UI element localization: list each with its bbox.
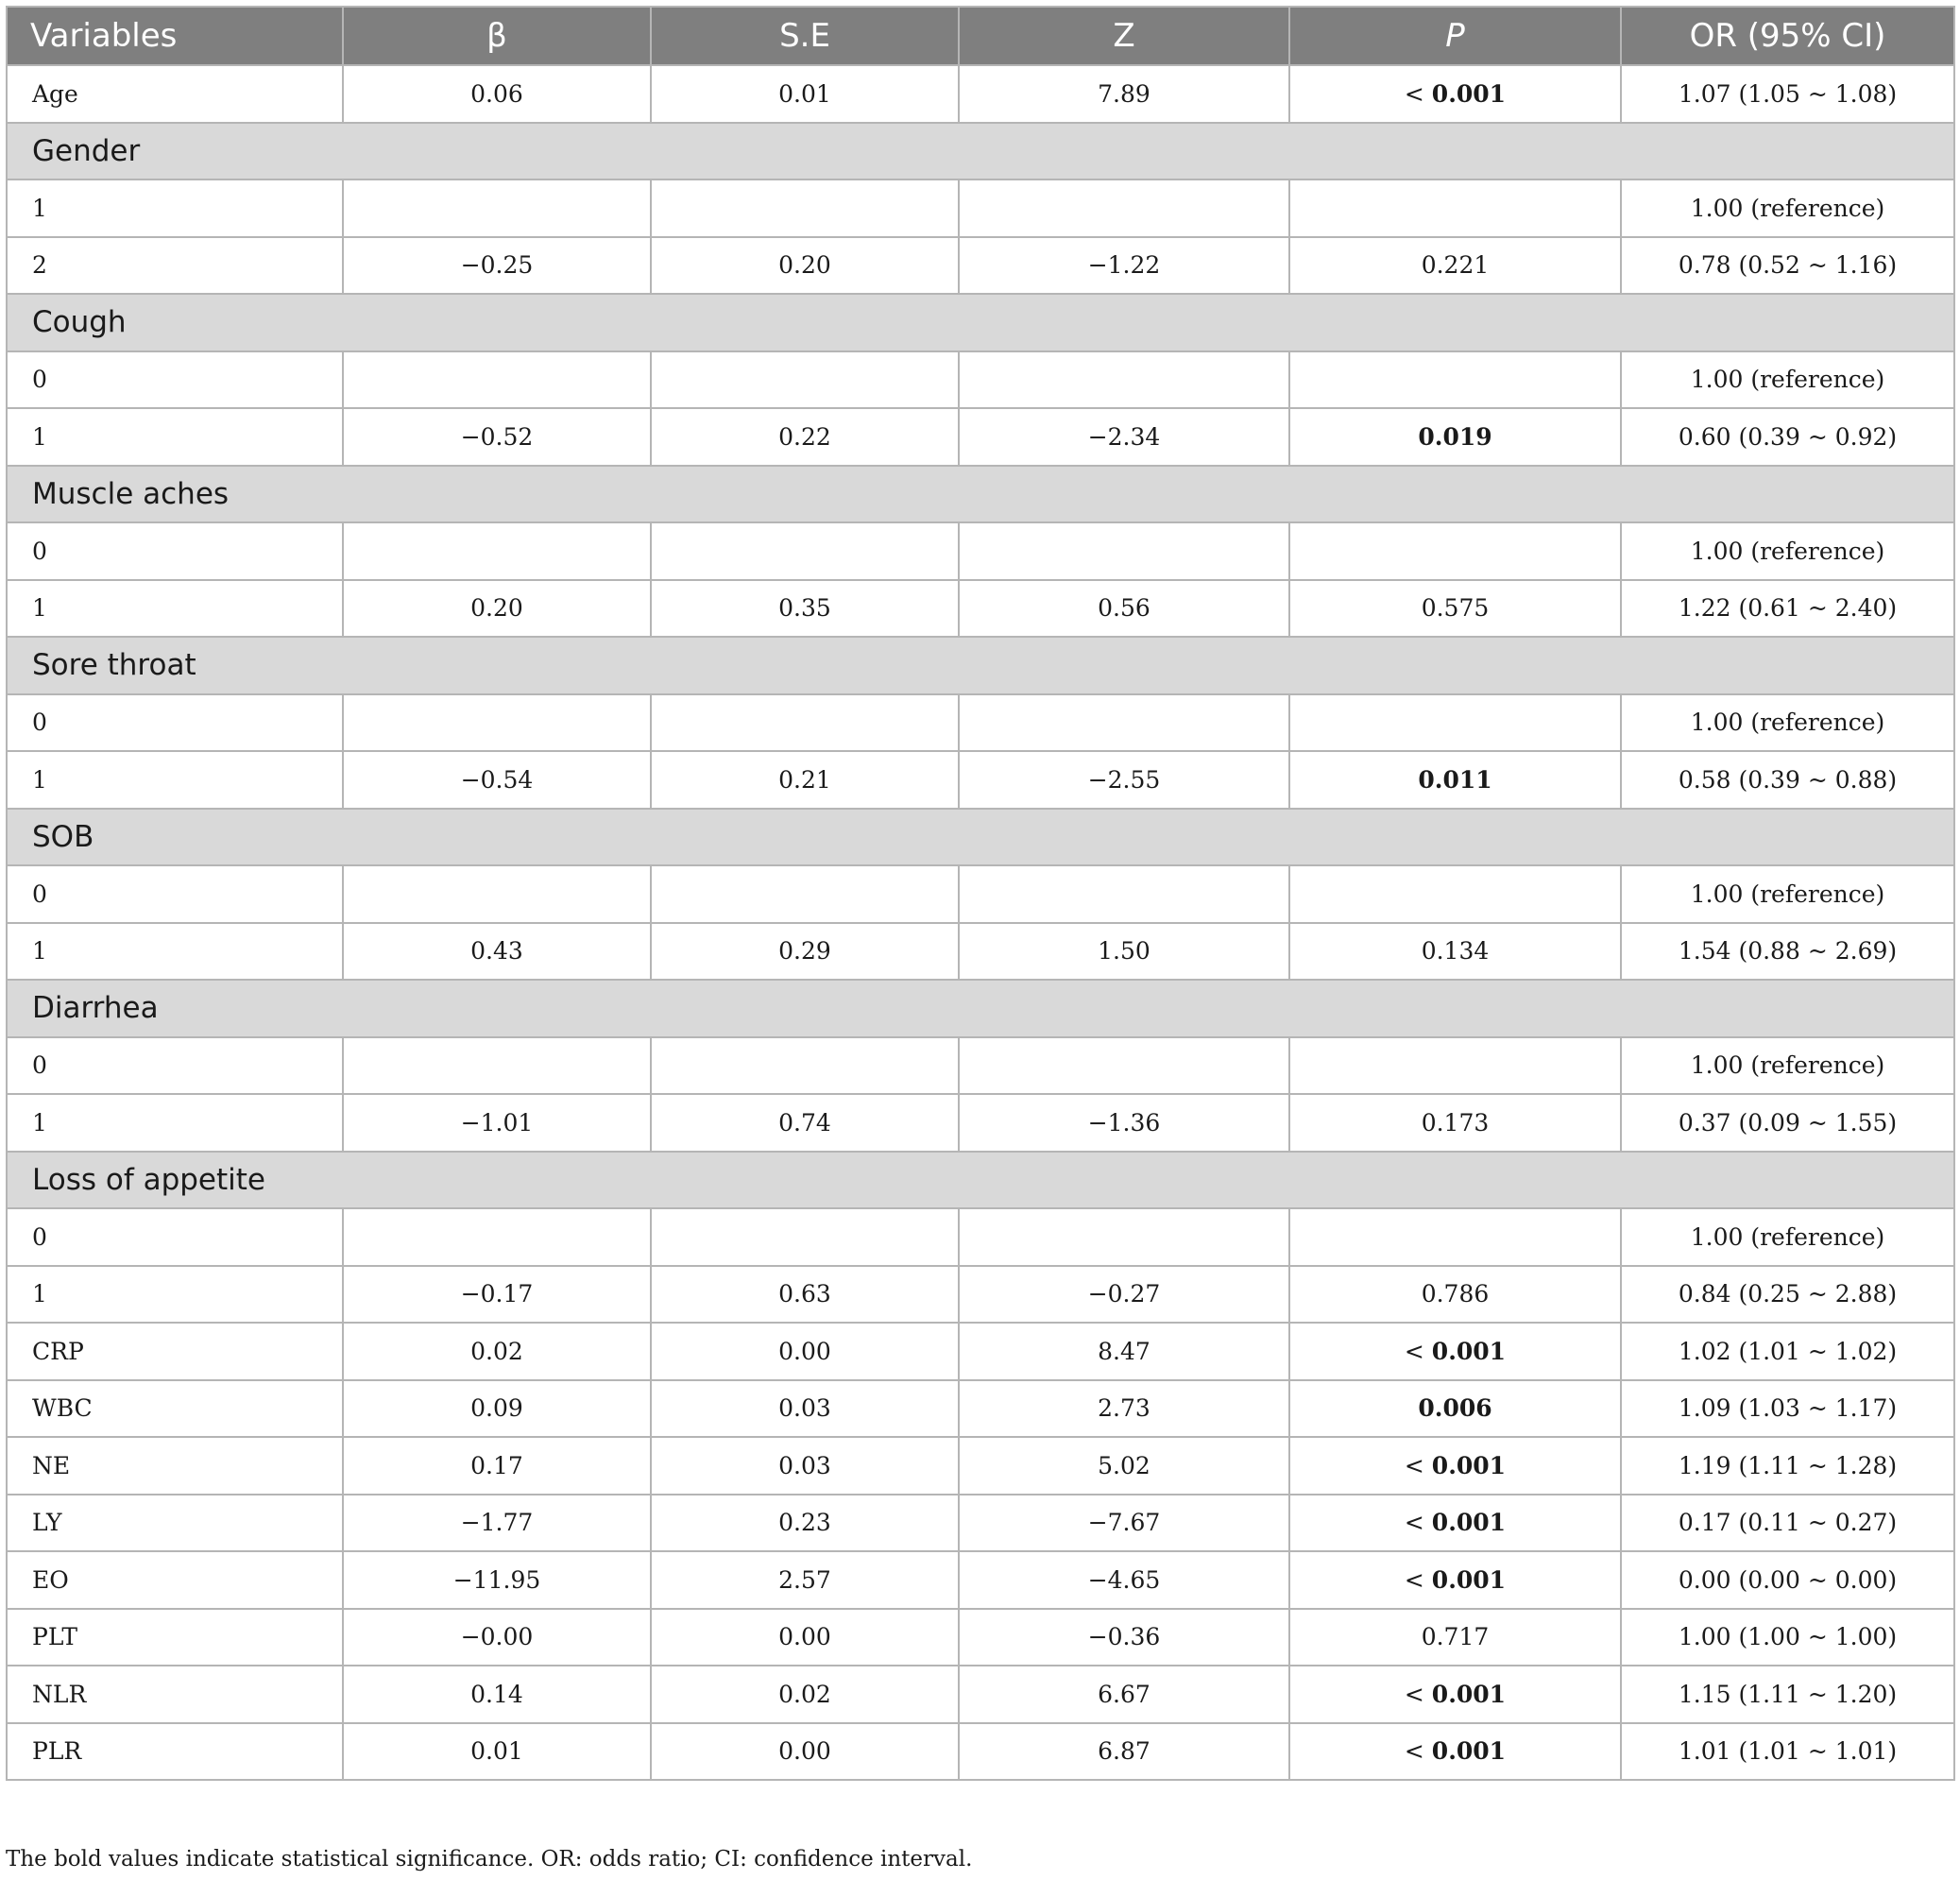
p-value: 0.001	[1431, 79, 1507, 108]
cell-se	[651, 694, 959, 752]
p-value: 0.001	[1431, 1509, 1507, 1537]
table-row	[7, 351, 1954, 409]
p-value: 0.134	[1421, 937, 1490, 966]
table-row	[7, 1551, 1954, 1609]
table-row	[7, 237, 1954, 295]
p-prefix: <	[1404, 1451, 1432, 1479]
cell-z: −2.55	[959, 751, 1289, 809]
cell-variable: 1	[7, 923, 343, 981]
p-value: 0.001	[1431, 1737, 1507, 1766]
cell-beta: 0.02	[343, 1323, 651, 1380]
cell-z: −7.67	[959, 1495, 1289, 1552]
cell-z	[959, 179, 1289, 237]
table-row	[7, 1609, 1954, 1666]
cell-variable: Age	[7, 65, 343, 123]
cell-z	[959, 1208, 1289, 1266]
cell-or-ci: 1.02 (1.01 ~ 1.02)	[1621, 1323, 1954, 1380]
cell-z: −1.22	[959, 237, 1289, 295]
group-label: Gender	[7, 123, 1954, 180]
table-row	[7, 694, 1954, 752]
p-value: 0.575	[1421, 594, 1490, 623]
cell-se	[651, 1037, 959, 1095]
cell-beta: 0.09	[343, 1380, 651, 1438]
cell-p	[1289, 408, 1621, 466]
cell-p	[1289, 1666, 1621, 1723]
cell-se: 0.03	[651, 1380, 959, 1438]
table-row	[7, 1266, 1954, 1324]
cell-p	[1289, 351, 1621, 409]
cell-beta: 0.01	[343, 1723, 651, 1781]
cell-z: 1.50	[959, 923, 1289, 981]
cell-beta: −1.77	[343, 1495, 651, 1552]
cell-beta	[343, 179, 651, 237]
cell-p	[1289, 1266, 1621, 1324]
cell-se: 2.57	[651, 1551, 959, 1609]
cell-p	[1289, 1037, 1621, 1095]
header-se: S.E	[651, 7, 959, 65]
group-label: Sore throat	[7, 637, 1954, 694]
cell-or-ci: 1.54 (0.88 ~ 2.69)	[1621, 923, 1954, 981]
cell-or-ci: 1.00 (reference)	[1621, 522, 1954, 580]
table-row	[7, 179, 1954, 237]
cell-variable: 1	[7, 1094, 343, 1152]
header-row	[7, 7, 1954, 65]
cell-variable: EO	[7, 1551, 343, 1609]
cell-p	[1289, 1094, 1621, 1152]
cell-or-ci: 1.00 (reference)	[1621, 694, 1954, 752]
cell-z	[959, 1037, 1289, 1095]
cell-p	[1289, 865, 1621, 923]
cell-or-ci: 1.22 (0.61 ~ 2.40)	[1621, 580, 1954, 638]
p-prefix: <	[1404, 1737, 1432, 1766]
cell-p	[1289, 237, 1621, 295]
cell-se: 0.00	[651, 1723, 959, 1781]
cell-se: 0.23	[651, 1495, 959, 1552]
cell-beta: −0.54	[343, 751, 651, 809]
cell-z: −1.36	[959, 1094, 1289, 1152]
table-row	[7, 1437, 1954, 1495]
p-prefix: <	[1404, 1337, 1432, 1365]
cell-z	[959, 865, 1289, 923]
cell-or-ci: 0.58 (0.39 ~ 0.88)	[1621, 751, 1954, 809]
table-row	[7, 1666, 1954, 1723]
cell-p	[1289, 1380, 1621, 1438]
group-header-row	[7, 980, 1954, 1037]
cell-z: 7.89	[959, 65, 1289, 123]
header-z: Z	[959, 7, 1289, 65]
cell-beta	[343, 1037, 651, 1095]
group-label: SOB	[7, 809, 1954, 866]
cell-z: 8.47	[959, 1323, 1289, 1380]
cell-p	[1289, 1208, 1621, 1266]
cell-variable: 2	[7, 237, 343, 295]
group-label: Muscle aches	[7, 466, 1954, 523]
header-p: P	[1289, 7, 1621, 65]
cell-p	[1289, 1551, 1621, 1609]
group-label: Loss of appetite	[7, 1152, 1954, 1209]
cell-se: 0.35	[651, 580, 959, 638]
cell-variable: 1	[7, 751, 343, 809]
cell-beta: 0.06	[343, 65, 651, 123]
table-row	[7, 580, 1954, 638]
cell-z: −0.36	[959, 1609, 1289, 1666]
table-row	[7, 1380, 1954, 1438]
p-value: 0.006	[1418, 1394, 1492, 1423]
header-variables: Variables	[7, 7, 343, 65]
cell-se: 0.22	[651, 408, 959, 466]
cell-variable: 0	[7, 694, 343, 752]
cell-or-ci: 0.00 (0.00 ~ 0.00)	[1621, 1551, 1954, 1609]
p-prefix: <	[1404, 79, 1432, 108]
group-label: Cough	[7, 294, 1954, 351]
table-row	[7, 1723, 1954, 1781]
p-value: 0.001	[1431, 1680, 1507, 1708]
p-value: 0.221	[1421, 251, 1490, 280]
cell-se: 0.20	[651, 237, 959, 295]
cell-p	[1289, 179, 1621, 237]
table-container	[6, 6, 1953, 1781]
cell-beta	[343, 522, 651, 580]
cell-se	[651, 351, 959, 409]
cell-or-ci: 0.78 (0.52 ~ 1.16)	[1621, 237, 1954, 295]
table-row	[7, 1495, 1954, 1552]
p-value: 0.001	[1431, 1565, 1507, 1594]
cell-beta: 0.43	[343, 923, 651, 981]
cell-se: 0.21	[651, 751, 959, 809]
cell-variable: 1	[7, 1266, 343, 1324]
cell-or-ci: 1.00 (1.00 ~ 1.00)	[1621, 1609, 1954, 1666]
cell-p	[1289, 580, 1621, 638]
cell-z: 0.56	[959, 580, 1289, 638]
table-row	[7, 1037, 1954, 1095]
cell-se: 0.02	[651, 1666, 959, 1723]
cell-variable: 0	[7, 1208, 343, 1266]
p-value: 0.001	[1431, 1337, 1507, 1365]
cell-beta: −11.95	[343, 1551, 651, 1609]
cell-p	[1289, 751, 1621, 809]
cell-se: 0.00	[651, 1609, 959, 1666]
cell-or-ci: 1.07 (1.05 ~ 1.08)	[1621, 65, 1954, 123]
table-row	[7, 1208, 1954, 1266]
cell-beta: 0.20	[343, 580, 651, 638]
group-header-row	[7, 123, 1954, 180]
table-row	[7, 1094, 1954, 1152]
cell-variable: CRP	[7, 1323, 343, 1380]
p-value: 0.173	[1421, 1108, 1490, 1137]
cell-or-ci: 1.00 (reference)	[1621, 1037, 1954, 1095]
table-row	[7, 1323, 1954, 1380]
cell-beta: −0.17	[343, 1266, 651, 1324]
table-footnote: The bold values indicate statistical significance. OR: odds ratio; CI: confidence interval.	[6, 1847, 973, 1871]
cell-or-ci: 0.84 (0.25 ~ 2.88)	[1621, 1266, 1954, 1324]
cell-or-ci: 0.60 (0.39 ~ 0.92)	[1621, 408, 1954, 466]
cell-z	[959, 694, 1289, 752]
group-header-row	[7, 809, 1954, 866]
p-value: 0.717	[1421, 1623, 1490, 1651]
p-prefix: <	[1404, 1680, 1432, 1708]
cell-z: −2.34	[959, 408, 1289, 466]
cell-beta	[343, 1208, 651, 1266]
p-value: 0.019	[1418, 422, 1492, 451]
cell-variable: WBC	[7, 1380, 343, 1438]
cell-se: 0.29	[651, 923, 959, 981]
cell-z: 6.67	[959, 1666, 1289, 1723]
cell-or-ci: 1.00 (reference)	[1621, 1208, 1954, 1266]
group-header-row	[7, 294, 1954, 351]
cell-beta: −0.00	[343, 1609, 651, 1666]
cell-z: 2.73	[959, 1380, 1289, 1438]
cell-variable: 0	[7, 522, 343, 580]
cell-variable: 0	[7, 351, 343, 409]
cell-beta: −0.25	[343, 237, 651, 295]
cell-or-ci: 1.00 (reference)	[1621, 179, 1954, 237]
p-value: 0.011	[1418, 765, 1492, 794]
cell-se	[651, 179, 959, 237]
cell-or-ci: 1.19 (1.11 ~ 1.28)	[1621, 1437, 1954, 1495]
cell-p	[1289, 1609, 1621, 1666]
cell-p	[1289, 65, 1621, 123]
p-value: 0.001	[1431, 1451, 1507, 1479]
cell-or-ci: 1.00 (reference)	[1621, 865, 1954, 923]
cell-or-ci: 1.09 (1.03 ~ 1.17)	[1621, 1380, 1954, 1438]
table-row	[7, 408, 1954, 466]
cell-variable: LY	[7, 1495, 343, 1552]
table-row	[7, 865, 1954, 923]
cell-se: 0.63	[651, 1266, 959, 1324]
cell-p	[1289, 1723, 1621, 1781]
cell-or-ci: 1.00 (reference)	[1621, 351, 1954, 409]
header-beta: β	[343, 7, 651, 65]
cell-z	[959, 351, 1289, 409]
cell-beta: 0.14	[343, 1666, 651, 1723]
cell-se	[651, 1208, 959, 1266]
cell-or-ci: 1.01 (1.01 ~ 1.01)	[1621, 1723, 1954, 1781]
cell-variable: NE	[7, 1437, 343, 1495]
cell-variable: NLR	[7, 1666, 343, 1723]
cell-or-ci: 0.37 (0.09 ~ 1.55)	[1621, 1094, 1954, 1152]
cell-variable: 1	[7, 179, 343, 237]
cell-variable: 0	[7, 1037, 343, 1095]
cell-variable: 1	[7, 408, 343, 466]
table-row	[7, 751, 1954, 809]
cell-se: 0.00	[651, 1323, 959, 1380]
cell-z: 6.87	[959, 1723, 1289, 1781]
group-header-row	[7, 637, 1954, 694]
group-header-row	[7, 466, 1954, 523]
cell-p	[1289, 1323, 1621, 1380]
cell-beta: −1.01	[343, 1094, 651, 1152]
cell-se: 0.01	[651, 65, 959, 123]
group-label: Diarrhea	[7, 980, 1954, 1037]
group-header-row	[7, 1152, 1954, 1209]
p-prefix: <	[1404, 1509, 1432, 1537]
cell-beta: 0.17	[343, 1437, 651, 1495]
cell-se	[651, 522, 959, 580]
cell-p	[1289, 522, 1621, 580]
cell-z: −4.65	[959, 1551, 1289, 1609]
header-or-ci: OR (95% CI)	[1621, 7, 1954, 65]
cell-beta	[343, 351, 651, 409]
cell-beta	[343, 694, 651, 752]
cell-se: 0.03	[651, 1437, 959, 1495]
cell-or-ci: 0.17 (0.11 ~ 0.27)	[1621, 1495, 1954, 1552]
cell-z	[959, 522, 1289, 580]
cell-p	[1289, 1495, 1621, 1552]
cell-beta: −0.52	[343, 408, 651, 466]
cell-beta	[343, 865, 651, 923]
cell-variable: 1	[7, 580, 343, 638]
cell-p	[1289, 1437, 1621, 1495]
table-row	[7, 522, 1954, 580]
cell-variable: PLR	[7, 1723, 343, 1781]
p-value: 0.786	[1421, 1280, 1490, 1308]
cell-se: 0.74	[651, 1094, 959, 1152]
cell-z: 5.02	[959, 1437, 1289, 1495]
cell-or-ci: 1.15 (1.11 ~ 1.20)	[1621, 1666, 1954, 1723]
cell-p	[1289, 694, 1621, 752]
cell-variable: PLT	[7, 1609, 343, 1666]
table-body	[7, 65, 1954, 1780]
table-row	[7, 923, 1954, 981]
cell-variable: 0	[7, 865, 343, 923]
cell-p	[1289, 923, 1621, 981]
table-row	[7, 65, 1954, 123]
cell-z: −0.27	[959, 1266, 1289, 1324]
cell-se	[651, 865, 959, 923]
p-prefix: <	[1404, 1565, 1432, 1594]
regression-table	[6, 6, 1955, 1781]
